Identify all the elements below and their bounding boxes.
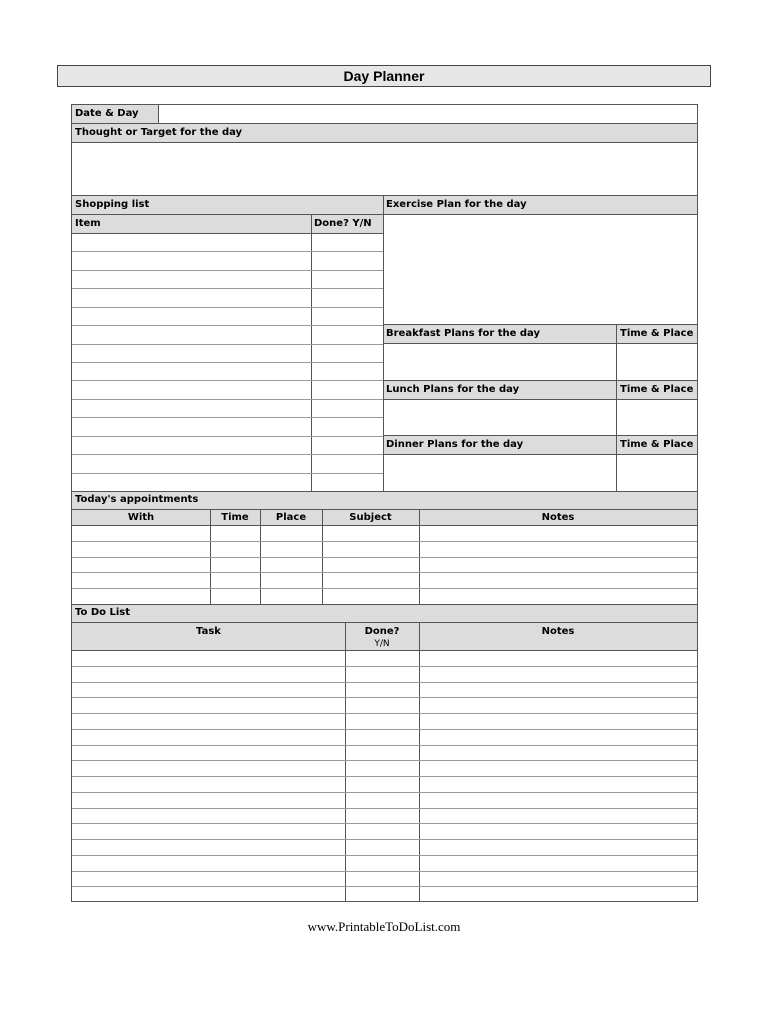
lunch-label: Lunch Plans for the day — [386, 384, 520, 395]
row-divider — [72, 436, 383, 437]
done-yn-column-header: Done? Y/N — [314, 218, 372, 229]
todo-row[interactable] — [72, 745, 697, 761]
row-divider — [72, 871, 697, 872]
todo-row[interactable] — [72, 682, 697, 698]
row-divider — [72, 697, 697, 698]
task-column-header: Task — [196, 626, 221, 637]
row-divider — [72, 541, 697, 542]
todo-row[interactable] — [72, 650, 697, 666]
row-divider — [72, 588, 697, 589]
appointment-row[interactable] — [72, 588, 697, 604]
appointments-label: Today's appointments — [75, 494, 199, 505]
shopping-row[interactable] — [72, 362, 383, 380]
with-column-header: With — [127, 512, 155, 523]
lunch-time-place-label: Time & Place — [620, 384, 694, 395]
row-divider — [72, 713, 697, 714]
shopping-row[interactable] — [72, 380, 383, 398]
row-divider — [72, 344, 383, 345]
appointment-row[interactable] — [72, 525, 697, 541]
row-divider — [72, 288, 383, 289]
row-divider — [72, 399, 383, 400]
page-title: Day Planner — [57, 65, 711, 87]
row-divider — [72, 792, 697, 793]
thought-label: Thought or Target for the day — [75, 127, 243, 138]
appointment-row[interactable] — [72, 557, 697, 573]
done-yn-subheader: Y/N — [374, 639, 390, 649]
todo-label: To Do List — [75, 607, 131, 618]
row-divider — [72, 808, 697, 809]
shopping-row[interactable] — [72, 417, 383, 435]
row-divider — [72, 362, 383, 363]
todo-row[interactable] — [72, 666, 697, 682]
row-divider — [72, 682, 697, 683]
todo-row[interactable] — [72, 760, 697, 776]
todo-row[interactable] — [72, 697, 697, 713]
shopping-row[interactable] — [72, 307, 383, 325]
breakfast-time-place-label: Time & Place — [620, 328, 694, 339]
breakfast-field[interactable] — [384, 344, 616, 380]
shopping-row[interactable] — [72, 325, 383, 343]
row-divider — [72, 745, 697, 746]
row-divider — [72, 729, 697, 730]
time-column-header: Time — [221, 512, 249, 523]
appointment-row[interactable] — [72, 572, 697, 588]
appointments-notes-column-header: Notes — [541, 512, 575, 523]
shopping-row[interactable] — [72, 436, 383, 454]
dinner-time-place-label: Time & Place — [620, 439, 694, 450]
row-divider — [72, 855, 697, 856]
subject-column-header: Subject — [349, 512, 392, 523]
row-divider — [72, 886, 697, 887]
todo-row[interactable] — [72, 792, 697, 808]
todo-row[interactable] — [72, 713, 697, 729]
row-divider — [72, 666, 697, 667]
shopping-row[interactable] — [72, 454, 383, 472]
todo-row[interactable] — [72, 776, 697, 792]
place-column-header: Place — [275, 512, 307, 523]
row-divider — [72, 760, 697, 761]
exercise-label: Exercise Plan for the day — [386, 199, 527, 210]
shopping-row[interactable] — [72, 473, 383, 491]
row-divider — [72, 454, 383, 455]
breakfast-label: Breakfast Plans for the day — [386, 328, 541, 339]
dinner-time-place-field[interactable] — [617, 455, 697, 491]
row-divider — [72, 823, 697, 824]
appointment-row[interactable] — [72, 541, 697, 557]
date-day-label: Date & Day — [75, 108, 139, 119]
date-day-field[interactable] — [159, 105, 697, 123]
todo-row[interactable] — [72, 871, 697, 887]
lunch-time-place-field[interactable] — [617, 400, 697, 435]
todo-row[interactable] — [72, 823, 697, 839]
row-divider — [72, 839, 697, 840]
shopping-row[interactable] — [72, 233, 383, 251]
row-divider — [72, 307, 383, 308]
shopping-row[interactable] — [72, 251, 383, 269]
todo-row[interactable] — [72, 729, 697, 745]
row-divider — [72, 251, 383, 252]
todo-row[interactable] — [72, 808, 697, 824]
shopping-row[interactable] — [72, 270, 383, 288]
todo-notes-column-header: Notes — [541, 626, 575, 637]
row-divider — [72, 557, 697, 558]
row-divider — [72, 417, 383, 418]
shopping-row[interactable] — [72, 399, 383, 417]
exercise-field[interactable] — [384, 215, 697, 324]
shopping-row[interactable] — [72, 344, 383, 362]
row-divider — [72, 776, 697, 777]
row-divider — [72, 380, 383, 381]
item-column-header: Item — [75, 218, 101, 229]
todo-row[interactable] — [72, 839, 697, 855]
done-column-header: Done? — [364, 626, 400, 637]
dinner-label: Dinner Plans for the day — [386, 439, 524, 450]
todo-header — [72, 605, 697, 622]
row-divider — [72, 325, 383, 326]
footer-url: www.PrintableToDoList.com — [307, 919, 461, 934]
shopping-row[interactable] — [72, 288, 383, 306]
row-divider — [72, 473, 383, 474]
todo-row[interactable] — [72, 886, 697, 902]
shopping-label: Shopping list — [75, 199, 150, 210]
dinner-field[interactable] — [384, 455, 616, 491]
lunch-field[interactable] — [384, 400, 616, 435]
todo-row[interactable] — [72, 855, 697, 871]
row-divider — [72, 572, 697, 573]
thought-field[interactable] — [72, 143, 697, 195]
breakfast-time-place-field[interactable] — [617, 344, 697, 380]
row-divider — [72, 270, 383, 271]
